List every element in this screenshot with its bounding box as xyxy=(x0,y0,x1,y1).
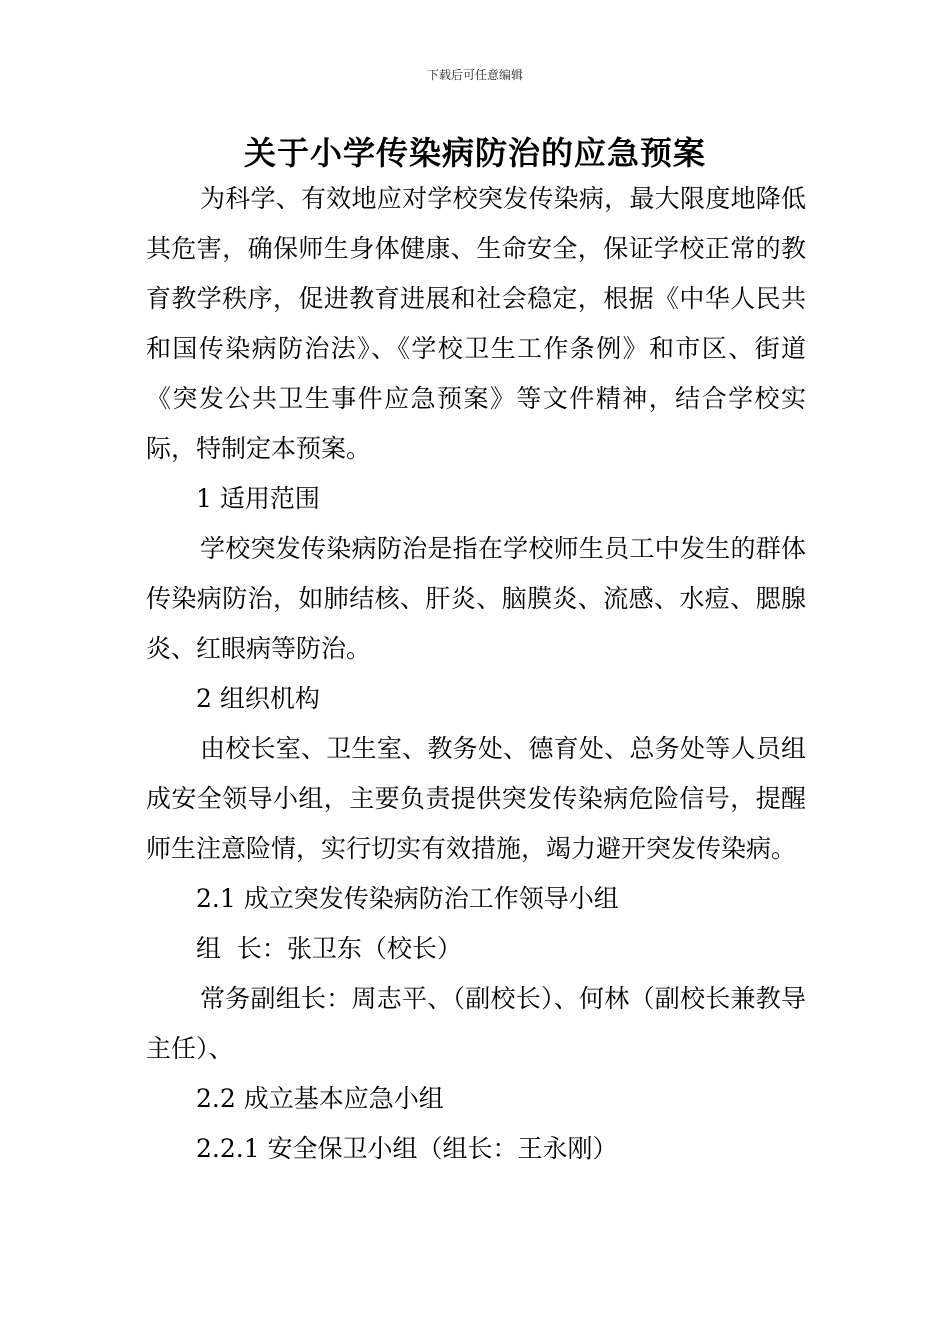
page-header: 下载后可任意编辑 xyxy=(426,68,523,82)
organization-paragraph: 由校长室、卫生室、教务处、德育处、总务处等人员组成安全领导小组，主要负责提供突发传染病危险信号，提醒师生注意险情，实行切实有效措施，竭力避开突发传染病。 xyxy=(146,734,806,863)
subsection-heading-leadership: 2.1 成立突发传染病防治工作领导小组 xyxy=(196,884,619,913)
document-body xyxy=(146,174,806,1174)
subsection-heading-emergency-groups: 2.2 成立基本应急小组 xyxy=(196,1084,444,1113)
leader-line: 组 长：张卫东（校长） xyxy=(196,934,462,963)
section-heading-scope: 1 适用范围 xyxy=(196,484,320,513)
subsection-heading-security-group: 2.2.1 安全保卫小组（组长：王永刚） xyxy=(196,1134,618,1163)
deputy-leader-paragraph: 常务副组长：周志平、（副校长）、何林（副校长兼教导主任）、 xyxy=(146,984,806,1063)
scope-paragraph: 学校突发传染病防治是指在学校师生员工中发生的群体传染病防治，如肺结核、肝炎、脑膜炎、流感、水痘、腮腺炎、红眼病等防治。 xyxy=(146,534,806,663)
intro-paragraph: 为科学、有效地应对学校突发传染病，最大限度地降低其危害，确保师生身体健康、生命安全，保证学校正常的教育教学秩序，促进教育进展和社会稳定，根据《中华人民共和国传染病防治法》、《学校卫生工作条例》和市区、街道《突发公共卫生事件应急预案》等文件精神，结合学校实际，特制定本预案。 xyxy=(146,184,806,463)
document-title: 关于小学传染病防治的应急预案 xyxy=(243,134,706,172)
section-heading-organization: 2 组织机构 xyxy=(196,684,320,713)
